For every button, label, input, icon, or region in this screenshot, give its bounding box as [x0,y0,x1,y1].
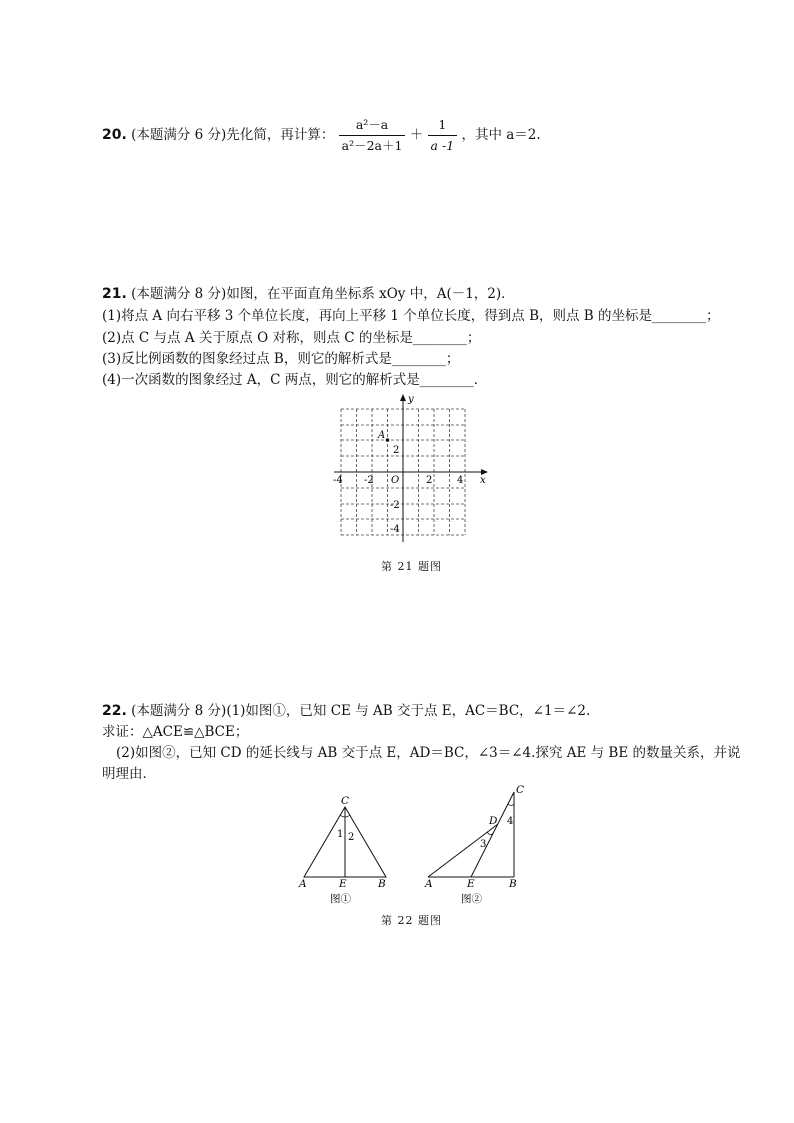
fig1-point-e: E [339,878,347,890]
fig2-angle-3: 3 [480,839,487,850]
y-tick-neg4: -4 [390,524,400,535]
question-22-line-4: 明理由． [102,766,156,782]
fig1-point-c: C [341,795,350,807]
question-20-prefix: (本题满分 6 分)先化简，再计算： [131,127,335,143]
question-21-text: (本题满分 8 分)如图，在平面直角坐标系 xOy 中，A(－1，2)． [131,286,515,302]
question-20 [102,116,541,155]
question-21-item-2: (2)点 C 与点 A 关于原点 O 对称，则点 C 的坐标是________； [102,330,481,346]
fig1-point-a: A [299,878,307,890]
point-a-marker [386,438,390,442]
fraction-2-denominator: a -1 [430,138,455,153]
question-22-line-3: (2)如图②，已知 CD 的延长线与 AB 交于点 E，AD＝BC，∠3＝∠4.探究 AE 与 BE 的数量关系，并说 [116,745,741,761]
fig2-point-b: B [509,878,517,890]
x-tick-2: 2 [426,475,433,486]
fig1-angle-2: 2 [348,832,355,843]
fig2-label: 图② [461,893,482,905]
question-21-item-1: (1)将点 A 向右平移 3 个单位长度，再向上平移 1 个单位长度，得到点 B，则点 B 的坐标是________； [102,308,720,324]
triangle-figures [290,780,540,906]
fig2-point-d: D [489,815,498,827]
question-21-item-4: (4)一次函数的图象经过 A，C 两点，则它的解析式是________． [102,372,488,388]
figure-21-caption: 第 21 题图 [381,560,442,573]
question-22-intro [102,702,590,720]
fraction-1-numerator: a²－a [339,116,406,136]
y-axis-arrow-icon [400,394,406,401]
figure-2 [424,784,524,905]
point-a-label: A [378,430,386,441]
fig2-point-e: E [467,878,475,890]
fig1-label: 图① [330,893,351,905]
fraction-2 [428,116,458,155]
question-22-number: 22. [102,703,127,719]
y-tick-2: 2 [393,445,400,456]
fraction-2-numerator: 1 [428,116,458,136]
y-axis-label: y [408,394,414,405]
x-tick-4: 4 [457,475,464,486]
origin-label: O [391,475,400,486]
question-20-suffix: ，其中 a＝2. [461,127,541,143]
coordinate-grid-figure [330,392,500,544]
figure-22-caption: 第 22 题图 [381,914,442,927]
y-tick-neg2: -2 [390,500,400,511]
question-21-item-3: (3)反比例函数的图象经过点 B，则它的解析式是________； [102,351,460,367]
x-tick-neg4: -4 [333,475,343,486]
fig2-point-c: C [516,784,525,796]
x-axis-label: x [480,475,486,486]
plus-sign: ＋ [409,127,424,143]
fig2-angle-4: 4 [507,816,514,827]
fraction-1 [339,116,406,155]
question-21-number: 21. [102,286,127,302]
question-22-text: (本题满分 8 分)(1)如图①，已知 CE 与 AB 交于点 E，AC＝BC，∠1＝∠2. [131,703,591,719]
figure-1 [298,795,386,905]
fraction-1-denominator: a²－2a＋1 [341,138,403,153]
fig2-point-a: A [425,878,433,890]
fig1-angle-1: 1 [337,829,344,840]
question-21-intro [102,285,515,303]
fig1-point-b: B [378,878,386,890]
x-tick-neg2: -2 [364,475,374,486]
question-20-number: 20. [102,127,127,143]
question-22-line-2: 求证：△ACE≌△BCE； [102,724,249,740]
